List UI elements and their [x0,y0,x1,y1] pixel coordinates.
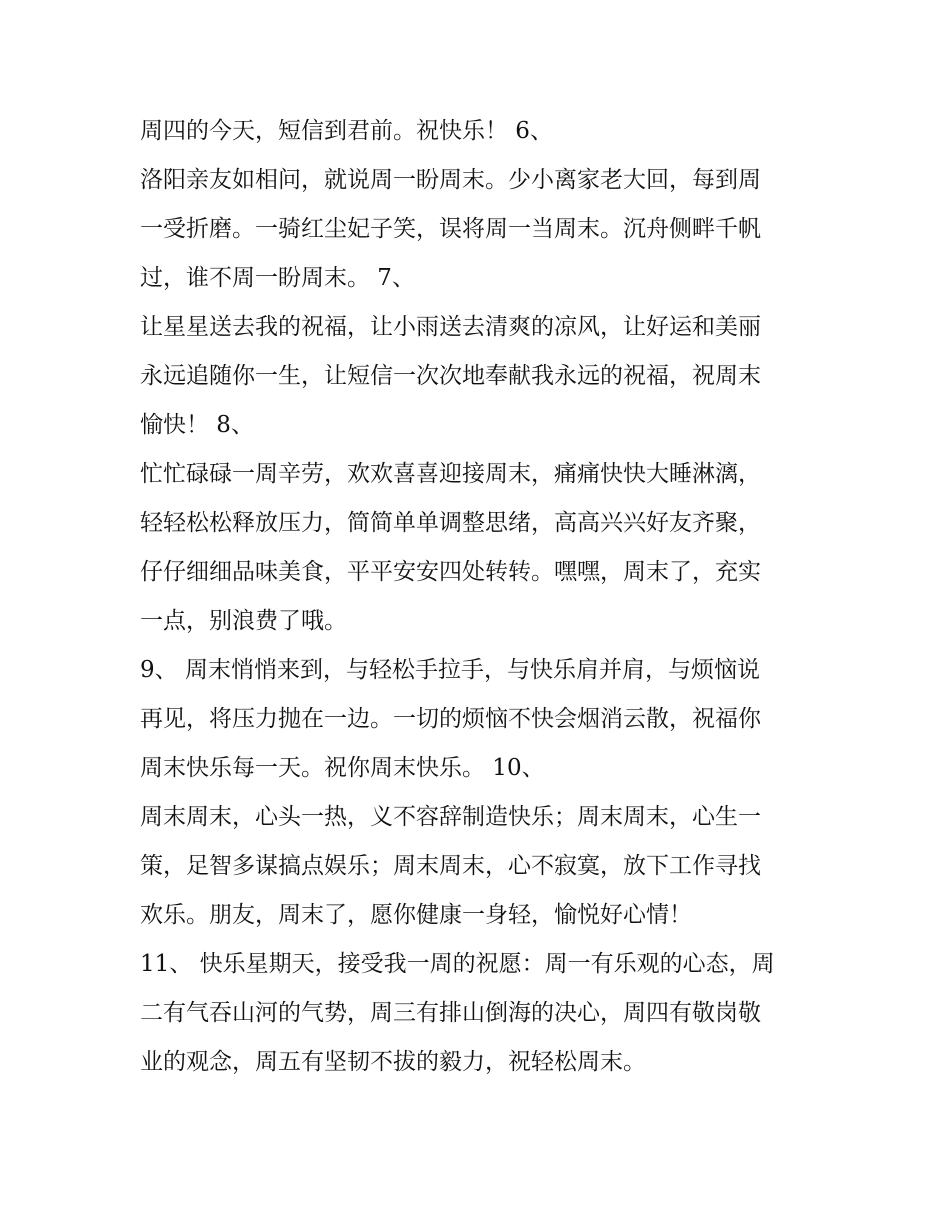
text-line: 欢乐。朋友，周末了，愿你健康一身轻，愉悦好心情！ [140,902,692,928]
text-line: 一点，别浪费了哦。 [140,608,347,634]
text-line: 轻轻松松释放压力，简简单单调整思绪，高高兴兴好友齐聚， [140,510,761,536]
text-line: 再见，将压力抛在一边。一切的烦恼不快会烟消云散，祝福你 [140,706,761,732]
text-line: 洛阳亲友如相问，就说周一盼周末。少小离家老大回，每到周 [140,167,761,193]
text-line: 仔仔细细品味美食，平平安安四处转转。嘿嘿，周末了，充实 [140,559,761,585]
document-body [140,107,820,1087]
text-line: 二有气吞山河的气势，周三有排山倒海的决心，周四有敬岗敬 [140,1000,761,1026]
text-line: 11、 快乐星期天，接受我一周的祝愿：周一有乐观的心态，周 [140,951,775,977]
text-line: 周四的今天，短信到君前。祝快乐！ 6、 [140,118,553,144]
text-line: 周末周末，心头一热，义不容辞制造快乐；周末周末，心生一 [140,804,761,830]
text-line: 过，谁不周一盼周末。 7、 [140,265,415,291]
text-line: 策，足智多谋搞点娱乐；周末周末，心不寂寞，放下工作寻找 [140,853,761,879]
text-line: 让星星送去我的祝福，让小雨送去清爽的凉风，让好运和美丽 [140,314,761,340]
text-line: 一受折磨。一骑红尘妃子笑，误将周一当周末。沉舟侧畔千帆 [140,216,761,242]
text-line: 永远追随你一生，让短信一次次地奉献我永远的祝福，祝周末 [140,363,761,389]
text-line: 愉快！ 8、 [140,412,254,438]
text-line: 9、 周末悄悄来到，与轻松手拉手，与快乐肩并肩，与烦恼说 [140,657,760,683]
text-line: 周末快乐每一天。祝你周末快乐。 10、 [140,755,545,781]
text-line: 忙忙碌碌一周辛劳，欢欢喜喜迎接周末，痛痛快快大睡淋漓， [140,461,761,487]
text-line: 业的观念，周五有坚韧不拔的毅力，祝轻松周末。 [140,1049,646,1075]
